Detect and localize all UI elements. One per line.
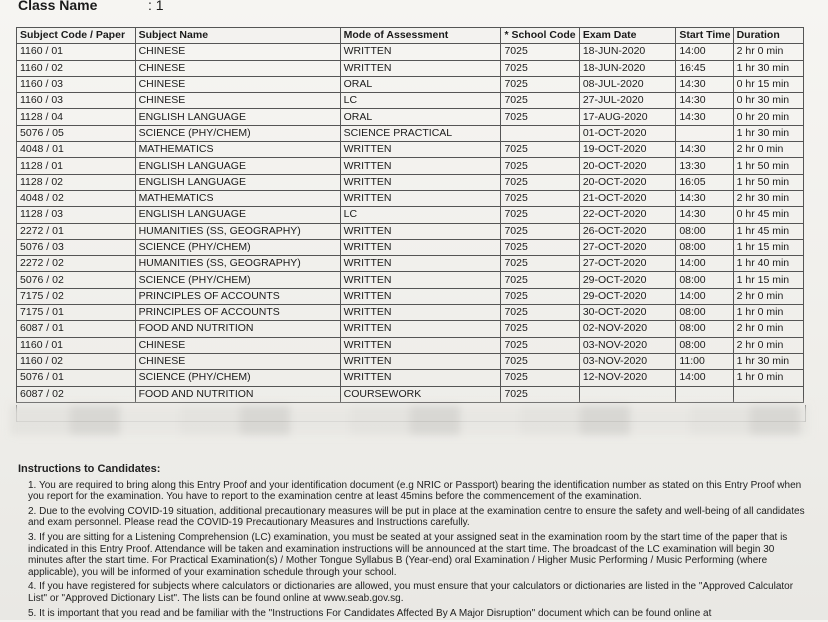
duration-cell bbox=[733, 386, 803, 402]
mode-cell: WRITTEN bbox=[340, 142, 501, 158]
table-row bbox=[17, 158, 804, 174]
mode-cell: LC bbox=[340, 93, 501, 109]
duration-cell: 1 hr 50 min bbox=[733, 174, 803, 190]
duration-cell: 0 hr 15 min bbox=[733, 76, 803, 92]
table-row bbox=[17, 272, 804, 288]
start-time-cell: 16:45 bbox=[676, 60, 733, 76]
exam-date-cell: 03-NOV-2020 bbox=[579, 337, 675, 353]
mode-cell: WRITTEN bbox=[340, 223, 501, 239]
subject-code-cell: 5076 / 05 bbox=[17, 125, 136, 141]
school-code-cell: 7025 bbox=[501, 353, 579, 369]
mode-cell: ORAL bbox=[340, 109, 501, 125]
exam-date-cell: 01-OCT-2020 bbox=[579, 125, 675, 141]
start-time-cell: 08:00 bbox=[676, 239, 733, 255]
table-row bbox=[17, 288, 804, 304]
table-row bbox=[17, 174, 804, 190]
subject-code-cell: 1160 / 01 bbox=[17, 44, 136, 60]
subject-name-cell: SCIENCE (PHY/CHEM) bbox=[135, 272, 340, 288]
table-row bbox=[17, 76, 804, 92]
subject-code-cell: 1128 / 03 bbox=[17, 207, 136, 223]
subject-name-cell: PRINCIPLES OF ACCOUNTS bbox=[135, 305, 340, 321]
mode-cell: WRITTEN bbox=[340, 239, 501, 255]
mode-cell: WRITTEN bbox=[340, 190, 501, 206]
duration-cell: 1 hr 15 min bbox=[733, 272, 803, 288]
col-header-start-time: Start Time bbox=[676, 28, 733, 44]
subject-code-cell: 6087 / 01 bbox=[17, 321, 136, 337]
subject-name-cell: SCIENCE (PHY/CHEM) bbox=[135, 125, 340, 141]
duration-cell: 1 hr 30 min bbox=[733, 353, 803, 369]
table-row bbox=[17, 337, 804, 353]
subject-code-cell: 6087 / 02 bbox=[17, 386, 136, 402]
mode-cell: ORAL bbox=[340, 76, 501, 92]
table-row bbox=[17, 109, 804, 125]
subject-code-cell: 2272 / 01 bbox=[17, 223, 136, 239]
mode-cell: WRITTEN bbox=[340, 305, 501, 321]
subject-code-cell: 1128 / 02 bbox=[17, 174, 136, 190]
instruction-item: 5. It is important that you read and be familiar with the "Instructions For Candidates Affected By A Major Disruption" document which can be found online at bbox=[28, 607, 712, 619]
exam-date-cell: 27-OCT-2020 bbox=[579, 256, 675, 272]
instructions-section bbox=[18, 464, 808, 622]
duration-cell: 1 hr 0 min bbox=[733, 305, 803, 321]
subject-name-cell: CHINESE bbox=[135, 337, 340, 353]
exam-schedule-table bbox=[16, 27, 804, 403]
col-header-duration: Duration bbox=[733, 28, 803, 44]
subject-name-cell: ENGLISH LANGUAGE bbox=[135, 109, 340, 125]
subject-name-cell: FOOD AND NUTRITION bbox=[135, 386, 340, 402]
mode-cell: WRITTEN bbox=[340, 256, 501, 272]
school-code-cell: 7025 bbox=[501, 158, 579, 174]
start-time-cell bbox=[676, 125, 733, 141]
school-code-cell: 7025 bbox=[501, 142, 579, 158]
exam-date-cell: 26-OCT-2020 bbox=[579, 223, 675, 239]
table-row bbox=[17, 142, 804, 158]
subject-code-cell: 7175 / 02 bbox=[17, 288, 136, 304]
subject-name-cell: CHINESE bbox=[135, 353, 340, 369]
table-row bbox=[17, 386, 804, 402]
start-time-cell: 14:00 bbox=[676, 256, 733, 272]
school-code-cell: 7025 bbox=[501, 44, 579, 60]
mode-cell: WRITTEN bbox=[340, 321, 501, 337]
exam-date-cell: 27-JUL-2020 bbox=[579, 93, 675, 109]
table-row bbox=[17, 93, 804, 109]
duration-cell: 2 hr 0 min bbox=[733, 321, 803, 337]
subject-code-cell: 4048 / 01 bbox=[17, 142, 136, 158]
start-time-cell: 14:00 bbox=[676, 44, 733, 60]
exam-date-cell: 29-OCT-2020 bbox=[579, 272, 675, 288]
subject-code-cell: 5076 / 02 bbox=[17, 272, 136, 288]
start-time-cell: 14:30 bbox=[676, 190, 733, 206]
start-time-cell: 13:30 bbox=[676, 158, 733, 174]
table-row bbox=[17, 353, 804, 369]
table-row bbox=[17, 223, 804, 239]
instruction-item: 1. You are required to bring along this Entry Proof and your identification document (e.g NRIC or Passport) bearing the identification number as stated on this Entry Proof when you report for the examination. You have to report to the examination centre at least 45mins before the commencement of the examination. bbox=[28, 479, 802, 503]
subject-name-cell: ENGLISH LANGUAGE bbox=[135, 158, 340, 174]
duration-cell: 2 hr 0 min bbox=[733, 337, 803, 353]
duration-cell: 2 hr 0 min bbox=[733, 142, 803, 158]
subject-name-cell: SCIENCE (PHY/CHEM) bbox=[135, 370, 340, 386]
start-time-cell: 14:30 bbox=[676, 93, 733, 109]
duration-cell: 1 hr 40 min bbox=[733, 256, 803, 272]
subject-code-cell: 1160 / 02 bbox=[17, 60, 136, 76]
col-header-subject-name: Subject Name bbox=[135, 28, 340, 44]
subject-name-cell: CHINESE bbox=[135, 93, 340, 109]
exam-date-cell: 03-NOV-2020 bbox=[579, 353, 675, 369]
subject-code-cell: 7175 / 01 bbox=[17, 305, 136, 321]
school-code-cell: 7025 bbox=[501, 190, 579, 206]
table-header-row bbox=[17, 28, 804, 44]
subject-code-cell: 4048 / 02 bbox=[17, 190, 136, 206]
mode-cell: WRITTEN bbox=[340, 272, 501, 288]
school-code-cell: 7025 bbox=[501, 60, 579, 76]
duration-cell: 0 hr 30 min bbox=[733, 93, 803, 109]
class-name-line bbox=[18, 0, 164, 13]
school-code-cell: 7025 bbox=[501, 305, 579, 321]
mode-cell: WRITTEN bbox=[340, 174, 501, 190]
mode-cell: WRITTEN bbox=[340, 158, 501, 174]
subject-name-cell: PRINCIPLES OF ACCOUNTS bbox=[135, 288, 340, 304]
school-code-cell: 7025 bbox=[501, 288, 579, 304]
exam-date-cell: 21-OCT-2020 bbox=[579, 190, 675, 206]
school-code-cell: 7025 bbox=[501, 321, 579, 337]
mode-cell: WRITTEN bbox=[340, 60, 501, 76]
subject-code-cell: 1160 / 03 bbox=[17, 93, 136, 109]
start-time-cell: 14:30 bbox=[676, 109, 733, 125]
exam-date-cell: 20-OCT-2020 bbox=[579, 158, 675, 174]
mode-cell: SCIENCE PRACTICAL bbox=[340, 125, 501, 141]
class-name-value: : 1 bbox=[148, 0, 164, 13]
mode-cell: WRITTEN bbox=[340, 288, 501, 304]
duration-cell: 2 hr 30 min bbox=[733, 190, 803, 206]
subject-code-cell: 5076 / 03 bbox=[17, 239, 136, 255]
start-time-cell: 14:30 bbox=[676, 207, 733, 223]
start-time-cell: 08:00 bbox=[676, 272, 733, 288]
exam-date-cell: 02-NOV-2020 bbox=[579, 321, 675, 337]
table-row bbox=[17, 321, 804, 337]
table-row bbox=[17, 190, 804, 206]
col-header-exam-date: Exam Date bbox=[579, 28, 675, 44]
duration-cell: 1 hr 45 min bbox=[733, 223, 803, 239]
start-time-cell: 08:00 bbox=[676, 337, 733, 353]
exam-date-cell: 12-NOV-2020 bbox=[579, 370, 675, 386]
school-code-cell: 7025 bbox=[501, 93, 579, 109]
school-code-cell: 7025 bbox=[501, 386, 579, 402]
school-code-cell: 7025 bbox=[501, 272, 579, 288]
col-header-mode: Mode of Assessment bbox=[340, 28, 501, 44]
instruction-item: 3. If you are sitting for a Listening Comprehension (LC) examination, you must be seated at your assigned seat in the examination room by the start time of the paper that is indicated in this Entry Proof. Attendance will be taken and examination instructions will be announced at the start time. The broadcast of the LC examination will begin 30 minutes after the start time. For Practical Examination(s) / Mother Tongue Syllabus B (Year-end) oral Examination / Higher Music Performing / Music Performing (where applicable), you will be informed of your examination schedule through your school. bbox=[28, 531, 788, 578]
duration-cell: 1 hr 50 min bbox=[733, 158, 803, 174]
subject-name-cell: CHINESE bbox=[135, 44, 340, 60]
duration-cell: 0 hr 45 min bbox=[733, 207, 803, 223]
subject-name-cell: CHINESE bbox=[135, 76, 340, 92]
duration-cell: 1 hr 30 min bbox=[733, 60, 803, 76]
duration-cell: 2 hr 0 min bbox=[733, 44, 803, 60]
school-code-cell: 7025 bbox=[501, 239, 579, 255]
instructions-title: Instructions to Candidates: bbox=[18, 463, 161, 475]
duration-cell: 1 hr 30 min bbox=[733, 125, 803, 141]
school-code-cell: 7025 bbox=[501, 207, 579, 223]
subject-name-cell: HUMANITIES (SS, GEOGRAPHY) bbox=[135, 256, 340, 272]
subject-name-cell: FOOD AND NUTRITION bbox=[135, 321, 340, 337]
subject-name-cell: CHINESE bbox=[135, 60, 340, 76]
duration-cell: 1 hr 0 min bbox=[733, 370, 803, 386]
table-row bbox=[17, 256, 804, 272]
table-row bbox=[17, 44, 804, 60]
subject-name-cell: MATHEMATICS bbox=[135, 190, 340, 206]
col-header-subject-code: Subject Code / Paper bbox=[17, 28, 136, 44]
school-code-cell: 7025 bbox=[501, 370, 579, 386]
mode-cell: WRITTEN bbox=[340, 353, 501, 369]
exam-date-cell bbox=[579, 386, 675, 402]
start-time-cell: 08:00 bbox=[676, 305, 733, 321]
table-row bbox=[17, 60, 804, 76]
start-time-cell: 11:00 bbox=[676, 353, 733, 369]
mode-cell: WRITTEN bbox=[340, 337, 501, 353]
school-code-cell: 7025 bbox=[501, 76, 579, 92]
exam-date-cell: 27-OCT-2020 bbox=[579, 239, 675, 255]
school-code-cell: 7025 bbox=[501, 337, 579, 353]
instruction-item: 4. If you have registered for subjects where calculators or dictionaries are allowed, you must ensure that your calculators or dictionaries are listed in the "Approved Calculator List" or "Approved Dictionary List". The lists can be found online at www.seab.gov.sg. bbox=[28, 581, 794, 604]
exam-date-cell: 20-OCT-2020 bbox=[579, 174, 675, 190]
subject-name-cell: MATHEMATICS bbox=[135, 142, 340, 158]
redacted-area bbox=[10, 405, 810, 435]
school-code-cell bbox=[501, 125, 579, 141]
table-row bbox=[17, 125, 804, 141]
exam-date-cell: 08-JUL-2020 bbox=[579, 76, 675, 92]
subject-code-cell: 1128 / 01 bbox=[17, 158, 136, 174]
start-time-cell: 14:00 bbox=[676, 370, 733, 386]
exam-date-cell: 30-OCT-2020 bbox=[579, 305, 675, 321]
start-time-cell: 14:00 bbox=[676, 288, 733, 304]
mode-cell: WRITTEN bbox=[340, 44, 501, 60]
duration-cell: 0 hr 20 min bbox=[733, 109, 803, 125]
table-row bbox=[17, 370, 804, 386]
duration-cell: 1 hr 15 min bbox=[733, 239, 803, 255]
mode-cell: COURSEWORK bbox=[340, 386, 501, 402]
mode-cell: LC bbox=[340, 207, 501, 223]
subject-code-cell: 1160 / 03 bbox=[17, 76, 136, 92]
exam-date-cell: 18-JUN-2020 bbox=[579, 44, 675, 60]
subject-code-cell: 1128 / 04 bbox=[17, 109, 136, 125]
subject-name-cell: ENGLISH LANGUAGE bbox=[135, 174, 340, 190]
col-header-school-code: * School Code bbox=[501, 28, 579, 44]
start-time-cell: 14:30 bbox=[676, 76, 733, 92]
exam-date-cell: 22-OCT-2020 bbox=[579, 207, 675, 223]
table-row bbox=[17, 239, 804, 255]
start-time-cell: 14:30 bbox=[676, 142, 733, 158]
exam-date-cell: 17-AUG-2020 bbox=[579, 109, 675, 125]
table-row bbox=[17, 207, 804, 223]
subject-name-cell: HUMANITIES (SS, GEOGRAPHY) bbox=[135, 223, 340, 239]
instruction-item: 2. Due to the evolving COVID-19 situation, additional precautionary measures will be put in place at the examination centre to ensure the safety and well-being of all candidates and exam personnel. Please read the COVID-19 Precautionary Measures and Instructions carefully. bbox=[28, 505, 805, 529]
school-code-cell: 7025 bbox=[501, 256, 579, 272]
subject-code-cell: 1160 / 01 bbox=[17, 337, 136, 353]
start-time-cell: 08:00 bbox=[676, 223, 733, 239]
school-code-cell: 7025 bbox=[501, 223, 579, 239]
start-time-cell bbox=[676, 386, 733, 402]
subject-code-cell: 2272 / 02 bbox=[17, 256, 136, 272]
subject-code-cell: 5076 / 01 bbox=[17, 370, 136, 386]
exam-date-cell: 29-OCT-2020 bbox=[579, 288, 675, 304]
subject-code-cell: 1160 / 02 bbox=[17, 353, 136, 369]
exam-date-cell: 19-OCT-2020 bbox=[579, 142, 675, 158]
class-name-label: Class Name bbox=[18, 0, 98, 13]
mode-cell: WRITTEN bbox=[340, 370, 501, 386]
duration-cell: 2 hr 0 min bbox=[733, 288, 803, 304]
start-time-cell: 16:05 bbox=[676, 174, 733, 190]
exam-date-cell: 18-JUN-2020 bbox=[579, 60, 675, 76]
subject-name-cell: SCIENCE (PHY/CHEM) bbox=[135, 239, 340, 255]
subject-name-cell: ENGLISH LANGUAGE bbox=[135, 207, 340, 223]
table-row bbox=[17, 305, 804, 321]
school-code-cell: 7025 bbox=[501, 109, 579, 125]
school-code-cell: 7025 bbox=[501, 174, 579, 190]
start-time-cell: 08:00 bbox=[676, 321, 733, 337]
